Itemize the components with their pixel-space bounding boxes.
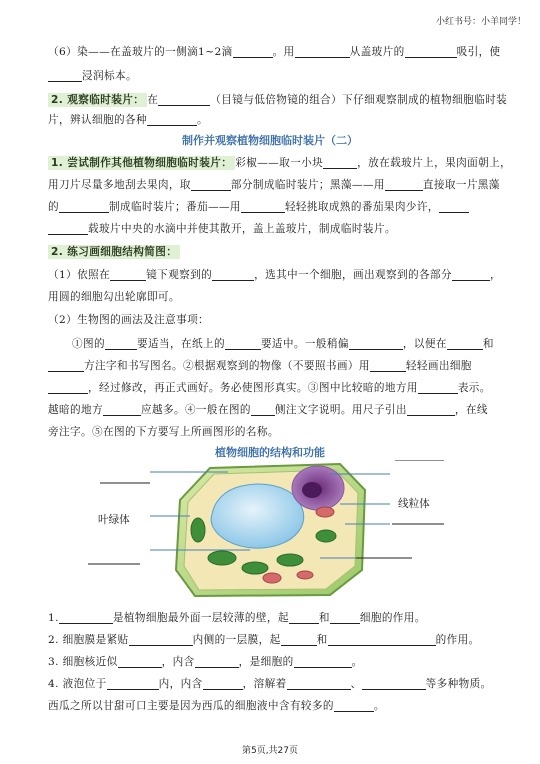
blank: [158, 91, 210, 106]
blank: [328, 631, 436, 646]
page-number: 第5页,共27页: [241, 746, 299, 756]
blank: [334, 697, 374, 712]
blank: [447, 335, 483, 350]
draw-title-line: [48, 242, 504, 262]
section-title-1: 制作并观察植物细胞临时装片（二）: [182, 134, 358, 147]
blank: [349, 335, 403, 350]
draw-line-2: 用圆的细胞勾出轮廓即可。: [48, 291, 180, 303]
blank: [295, 43, 350, 58]
blank: [59, 609, 113, 624]
blank: [105, 335, 137, 350]
blank: [370, 357, 406, 372]
question-3: 3. 细胞核近似 ，内含 ，是细胞的 。: [48, 652, 504, 672]
blank: [452, 266, 490, 281]
blank: [281, 631, 317, 646]
blank: [48, 379, 88, 394]
blank: [439, 198, 469, 213]
blank: [48, 67, 82, 82]
blank: [330, 609, 360, 624]
blank: [48, 357, 84, 372]
blank: [225, 335, 261, 350]
label-mitochondria: 线粒体: [398, 498, 430, 510]
try-line-1: 1. 尝试制作其他植物细胞临时装片： 彩椒——取一小块 ，放在载玻片上，果肉面朝上，: [48, 153, 504, 173]
blank: [407, 401, 455, 416]
nucleolus: [302, 482, 322, 498]
observe-line: 2. 观察临时装片： 在 （目镜与低倍物镜的组合）下仔细观察制成的植物细胞临时装: [48, 90, 504, 110]
plant-cell-diagram: [0, 460, 540, 600]
draw-title: 2. 练习画细胞结构简图：: [48, 245, 180, 259]
observe-title: 2. 观察临时装片：: [48, 93, 147, 107]
blank: [418, 379, 458, 394]
vacuole: [211, 484, 304, 548]
blank: [241, 198, 285, 213]
stain-line-2: 浸润标本。: [48, 66, 504, 86]
blank: [48, 220, 88, 235]
blank: [107, 675, 159, 690]
draw-line-1: （1）依照在 镜下观察到的 ，选其中一个细胞，画出观察到的各部分 ，: [48, 265, 504, 285]
blank: [103, 401, 141, 416]
question-5: 西瓜之所以甘甜可口主要是因为西瓜的细胞液中含有较多的 。: [48, 696, 504, 716]
draw-line-6: ，经过修改，再正式画好。务必使图形真实。③图中比较暗的地方用 表示。: [48, 378, 504, 398]
blank: [195, 653, 239, 668]
blank: [385, 176, 423, 191]
stain-line: （6）染——在盖玻片的一侧滴1~2滴 。用 从盖玻片的 吸引，使: [48, 42, 504, 62]
label-chloroplast: 叶绿体: [98, 514, 130, 526]
blank: [233, 43, 273, 58]
draw-line-4: ①图的 要适当，在纸上的 要适中。一般稍偏 ，以便在 和: [72, 334, 504, 354]
blank: [191, 176, 231, 191]
blank: [362, 675, 426, 690]
blank: [203, 675, 243, 690]
blank: [147, 111, 197, 126]
try-line-2: 用刀片尽量多地刮去果肉，取 部分制成临时装片；黑藻——用 直接取一片黑藻: [48, 175, 504, 195]
blank: [118, 653, 162, 668]
blank: [110, 266, 146, 281]
try-title: 1. 尝试制作其他植物细胞临时装片：: [48, 156, 235, 170]
try-line-4: 载玻片中央的水滴中并使其散开，盖上盖玻片，制成临时装片。: [48, 219, 504, 239]
draw-line-5: 方注字和书写图名。②根据观察到的物像（不要照书画）用 轻轻画出细胞: [48, 356, 504, 376]
section-title-2: 植物细胞的结构和功能: [215, 446, 325, 459]
blank: [405, 43, 457, 58]
try-line-3: 的 制成临时装片；番茄——用 轻轻挑取成熟的番茄果肉少许，: [48, 197, 504, 217]
blank: [294, 653, 352, 668]
blank: [323, 154, 357, 169]
blank: [212, 266, 254, 281]
observe-line-2: 片，辨认细胞的各种 。: [48, 110, 504, 130]
question-1: 1. 是植物细胞最外面一层较薄的壁，起 和 细胞的作用。: [48, 608, 504, 628]
watermark: 小红书号：小羊同学！: [435, 17, 526, 27]
blank: [287, 675, 351, 690]
draw-line-8: 旁注字。⑤在图的下方要写上所画图形的名称。: [48, 426, 279, 438]
question-4: 4. 液泡位于 内，内含 ，溶解着 、 等多种物质。: [48, 674, 504, 694]
blank: [251, 401, 275, 416]
draw-line-7: 越暗的地方 应越多。④一般在图的 侧注文字说明。用尺子引出 ，在线: [48, 400, 504, 420]
blank: [129, 631, 193, 646]
draw-line-3: （2）生物图的画法及注意事项：: [48, 314, 210, 326]
question-2: 2. 细胞膜是紧贴 内侧的一层膜，起 和 的作用。: [48, 630, 504, 650]
blank: [59, 198, 109, 213]
blank: [289, 609, 319, 624]
